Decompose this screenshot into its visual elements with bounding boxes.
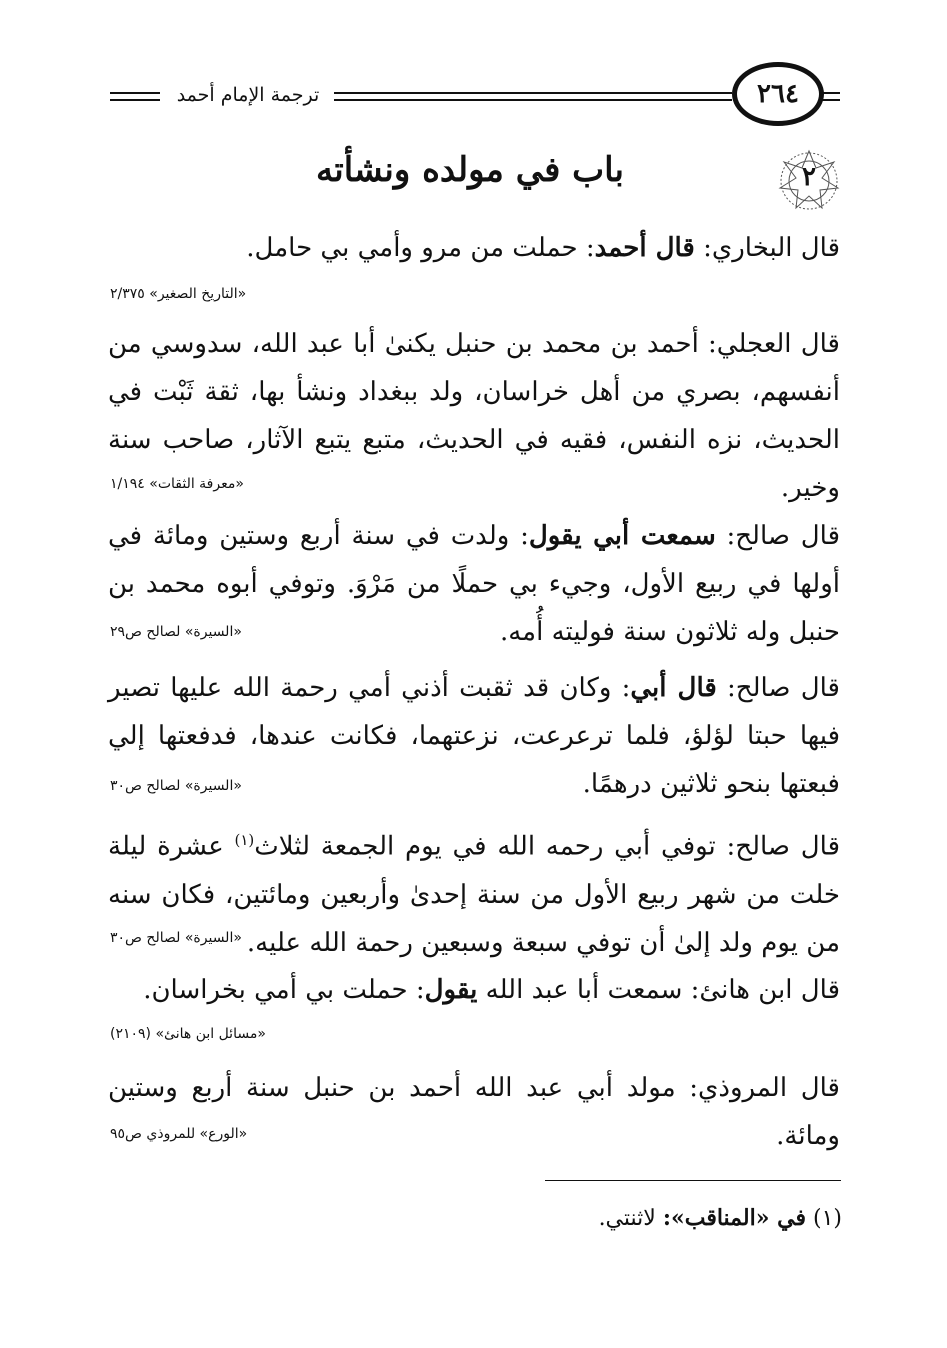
entry-text: قال المروذي: مولد أبي عبد الله أحمد بن حنبل سنة أربع وستين ومائة.: [108, 1073, 840, 1151]
page-number: [732, 62, 824, 126]
header-rule-right-2: [822, 99, 840, 101]
footnote-ref[interactable]: (١): [234, 831, 255, 849]
entry-ibn-hani: [108, 966, 840, 1014]
footnote: [300, 1205, 842, 1231]
running-title: ترجمة الإمام أحمد: [176, 84, 320, 106]
entry-text: قال العجلي: أحمد بن محمد بن حنبل يكنىٰ أبا عبد الله، سدوسي من أنفسهم، بصري من أهل خراسان، ولد ببغداد ونشأ بها، ثقة ثَبْت في الحديث، نزه النفس، فقيه في الحديث، متبع يتبع الآثار، صاحب سنة وخير.: [108, 329, 840, 503]
header-rule-mid-1: [334, 92, 732, 94]
entry-marwadhi: [108, 1064, 840, 1160]
chapter-number: ٢: [802, 162, 816, 192]
chapter-title: باب في مولده ونشأته: [316, 150, 624, 190]
footnote-rule: [545, 1180, 841, 1181]
entry-text: قال صالح: توفي أبي رحمه الله في يوم الجمعة لثلاث: [254, 831, 840, 862]
footnote-text: لاثنتي.: [598, 1206, 663, 1231]
entry-text: : وكان قد ثقبت أذني أمي رحمة الله عليها تصير فيها حبتا لؤلؤ، فلما ترعرعت، نزعتهما، فكانت عندها، فدفعتها إلي فبعتها بنحو ثلاثين درهمًا.: [108, 673, 840, 799]
header-rule-left-2: [110, 99, 160, 101]
entry-text: عشرة ليلة خلت من شهر ربيع الأول من سنة إحدىٰ وأربعين ومائتين، فكان سنه من يوم ولد إلىٰ أن توفي سبعة وسبعين رحمة الله عليه.: [108, 831, 840, 958]
source-citation: «الورع» للمروذي ص٩٥: [110, 1126, 248, 1142]
entry-text: قال صالح:: [715, 521, 840, 551]
entry-text: قال صالح:: [716, 673, 840, 703]
page-number-text: ٢٦٤: [757, 79, 799, 109]
entry-text: : حملت من مرو وأمي بي حامل.: [246, 233, 595, 263]
footnote-marker: (١): [812, 1206, 842, 1231]
source-citation: «السيرة» لصالح ص٢٩: [110, 624, 242, 640]
entry-bukhari: [108, 224, 840, 272]
entry-speaker: سمعت أبي يقول: [528, 521, 716, 551]
source-citation: «مسائل ابن هانئ» (٢١٠٩): [110, 1026, 266, 1042]
header-rule-mid-2: [334, 99, 732, 101]
entry-text: : ولدت في سنة أربع وستين ومائة في أولها في ربيع الأول، وجيء بي حملًا من مَرْوَ. وتوفي أبوه محمد بن حنبل وله ثلاثون سنة فوليته أُمه.: [108, 521, 840, 647]
source-citation: «السيرة» لصالح ص٣٠: [110, 930, 242, 946]
source-citation: «السيرة» لصالح ص٣٠: [110, 778, 242, 794]
source-citation: «معرفة الثقات» ١/١٩٤: [110, 476, 244, 492]
source-citation: «التاريخ الصغير» ٢/٣٧٥: [110, 286, 247, 302]
header-rule-right-1: [822, 92, 840, 94]
entry-speaker: يقول: [424, 975, 478, 1005]
entry-text: قال ابن هانئ: سمعت أبا عبد الله: [477, 975, 840, 1005]
header-rule-left-1: [110, 92, 160, 94]
entry-text: : حملت بي أمي بخراسان.: [143, 975, 425, 1005]
entry-speaker: قال أحمد: [594, 233, 695, 263]
entry-speaker: قال أبي: [630, 673, 717, 703]
footnote-source: في «المناقب»:: [662, 1205, 806, 1231]
entry-text: قال البخاري:: [694, 233, 840, 263]
